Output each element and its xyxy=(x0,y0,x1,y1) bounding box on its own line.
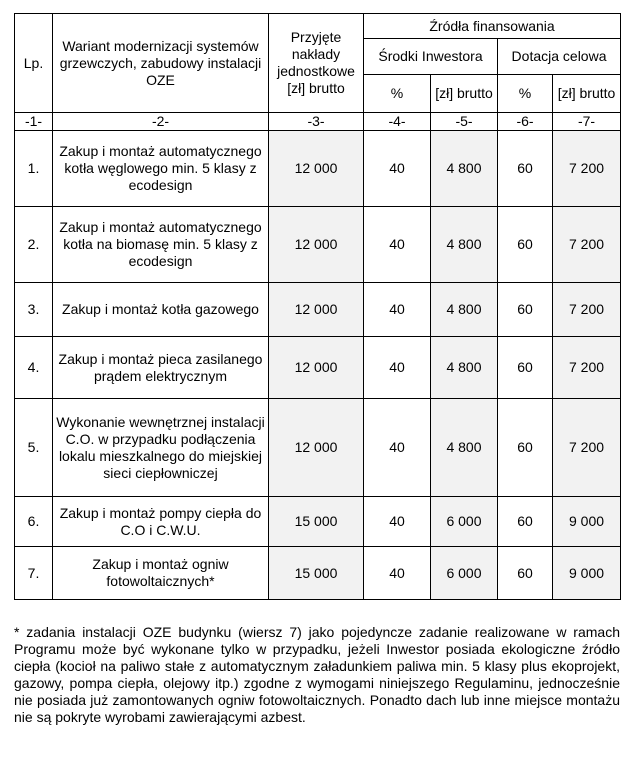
row-grant-percent: 60 xyxy=(498,131,553,207)
row-unit-cost: 12 000 xyxy=(269,207,364,283)
row-number: 7. xyxy=(15,547,53,600)
header-unit-cost: Przyjęte nakłady jednostkowe [zł] brutto xyxy=(269,14,364,113)
column-number: -3- xyxy=(269,113,364,131)
row-description: Zakup i montaż pieca zasilanego prądem elektrycznym xyxy=(53,337,269,399)
row-investor-percent: 40 xyxy=(364,131,431,207)
row-investor-pln: 6 000 xyxy=(431,497,498,547)
row-number: 1. xyxy=(15,131,53,207)
header-investor-percent: % xyxy=(364,75,431,113)
row-description: Zakup i montaż pompy ciepła do C.O i C.W.U. xyxy=(53,497,269,547)
header-grant: Dotacja celowa xyxy=(498,39,621,75)
row-investor-pln: 4 800 xyxy=(431,283,498,337)
header-variant: Wariant modernizacji systemów grzewczych, zabudowy instalacji OZE xyxy=(53,14,269,113)
row-grant-pln: 9 000 xyxy=(553,497,621,547)
header-investor-pln: [zł] brutto xyxy=(431,75,498,113)
row-investor-pln: 4 800 xyxy=(431,399,498,497)
table-row xyxy=(15,547,621,600)
row-grant-pln: 7 200 xyxy=(553,337,621,399)
row-description: Zakup i montaż automatycznego kotła na biomasę min. 5 klasy z ecodesign xyxy=(53,207,269,283)
row-grant-percent: 60 xyxy=(498,497,553,547)
row-investor-pln: 4 800 xyxy=(431,337,498,399)
row-number: 5. xyxy=(15,399,53,497)
row-unit-cost: 12 000 xyxy=(269,283,364,337)
column-number: -6- xyxy=(498,113,553,131)
table-row xyxy=(15,337,621,399)
row-grant-pln: 7 200 xyxy=(553,399,621,497)
row-investor-pln: 4 800 xyxy=(431,207,498,283)
column-number-row xyxy=(15,113,621,131)
row-unit-cost: 15 000 xyxy=(269,547,364,600)
row-investor-percent: 40 xyxy=(364,337,431,399)
row-unit-cost: 12 000 xyxy=(269,337,364,399)
row-unit-cost: 12 000 xyxy=(269,131,364,207)
row-grant-pln: 7 200 xyxy=(553,207,621,283)
funding-table xyxy=(14,13,621,600)
header-grant-percent: % xyxy=(498,75,553,113)
row-investor-percent: 40 xyxy=(364,547,431,600)
row-description: Zakup i montaż kotła gazowego xyxy=(53,283,269,337)
row-description: Zakup i montaż ogniw fotowoltaicznych* xyxy=(53,547,269,600)
row-grant-percent: 60 xyxy=(498,283,553,337)
row-grant-pln: 7 200 xyxy=(553,283,621,337)
table-row xyxy=(15,497,621,547)
row-description: Zakup i montaż automatycznego kotła węglowego min. 5 klasy z ecodesign xyxy=(53,131,269,207)
row-grant-percent: 60 xyxy=(498,207,553,283)
footnote: * zadania instalacji OZE budynku (wiersz 7) jako pojedyncze zadanie realizowane w ramach Programu może być wykonane tylko w przypadku, jeżeli Inwestor posiada ekologiczne źródło ciepła (kocioł na paliwo stałe z automatycznym załadunkiem paliwa min. 5 klasy plus ekoprojekt, gazowy, pompa ciepła, olejowy itp.) zgodne z wymogami niniejszego Regulaminu, jednocześnie nie posiada już zamontowanych ogniw fotowoltaicznych. Ponadto dach lub inne miejsce montażu nie są pokryte wyrobami zawierającymi azbest. xyxy=(14,624,620,725)
table-row xyxy=(15,283,621,337)
row-investor-percent: 40 xyxy=(364,207,431,283)
row-unit-cost: 12 000 xyxy=(269,399,364,497)
row-grant-pln: 7 200 xyxy=(553,131,621,207)
row-number: 4. xyxy=(15,337,53,399)
row-unit-cost: 15 000 xyxy=(269,497,364,547)
header-lp: Lp. xyxy=(15,14,53,113)
column-number: -2- xyxy=(53,113,269,131)
header-grant-pln: [zł] brutto xyxy=(553,75,621,113)
row-investor-percent: 40 xyxy=(364,283,431,337)
column-number: -5- xyxy=(431,113,498,131)
row-number: 2. xyxy=(15,207,53,283)
table-row xyxy=(15,207,621,283)
header-funding-sources: Źródła finansowania xyxy=(364,14,621,39)
row-grant-percent: 60 xyxy=(498,547,553,600)
column-number: -7- xyxy=(553,113,621,131)
row-number: 6. xyxy=(15,497,53,547)
row-grant-pln: 9 000 xyxy=(553,547,621,600)
row-investor-pln: 4 800 xyxy=(431,131,498,207)
column-number: -1- xyxy=(15,113,53,131)
table-row xyxy=(15,131,621,207)
row-grant-percent: 60 xyxy=(498,337,553,399)
row-investor-pln: 6 000 xyxy=(431,547,498,600)
row-grant-percent: 60 xyxy=(498,399,553,497)
column-number: -4- xyxy=(364,113,431,131)
row-investor-percent: 40 xyxy=(364,399,431,497)
table-row xyxy=(15,399,621,497)
row-description: Wykonanie wewnętrznej instalacji C.O. w przypadku podłączenia lokalu mieszkalnego do miejskiej sieci ciepłowniczej xyxy=(53,399,269,497)
row-number: 3. xyxy=(15,283,53,337)
header-investor-funds: Środki Inwestora xyxy=(364,39,498,75)
row-investor-percent: 40 xyxy=(364,497,431,547)
